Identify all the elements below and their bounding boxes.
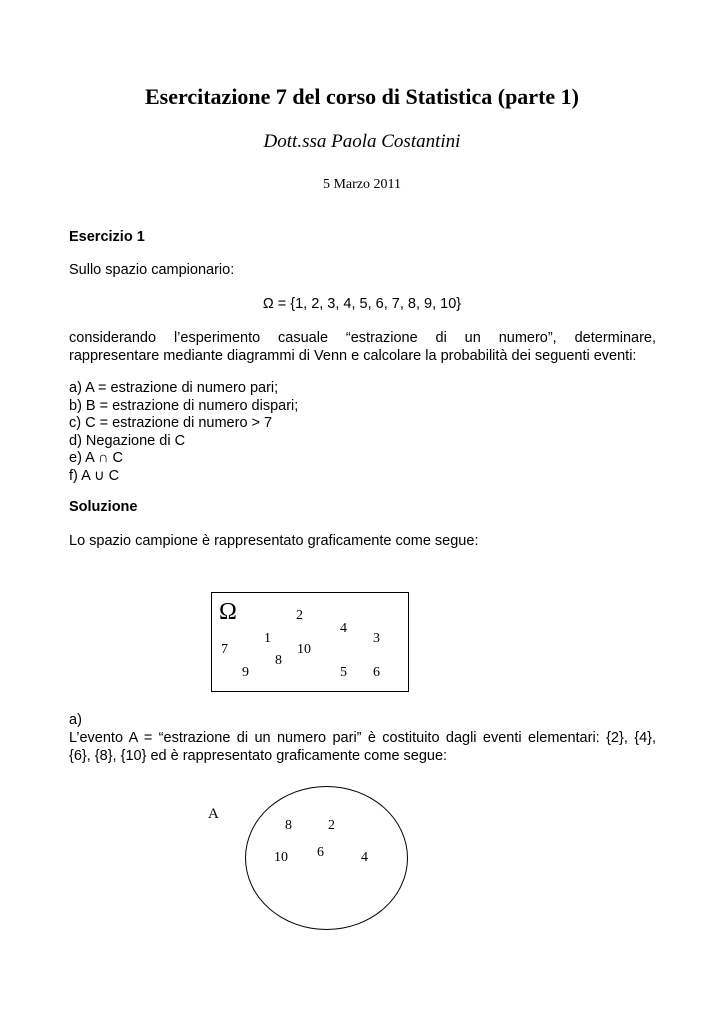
diagram-number: 3 xyxy=(373,631,380,646)
sample-space-definition: Ω = {1, 2, 3, 4, 5, 6, 7, 8, 9, 10} xyxy=(262,296,462,312)
diagram-number: 2 xyxy=(296,608,303,623)
venn-number: 4 xyxy=(361,850,368,865)
list-item: d) Negazione di C xyxy=(69,432,186,449)
solution-heading: Soluzione xyxy=(69,499,138,515)
list-item: a) A = estrazione di numero pari; xyxy=(69,380,279,396)
document-date: 5 Marzo 2011 xyxy=(322,177,402,192)
omega-symbol: Ω xyxy=(219,599,237,625)
author-name: Dott.ssa Paola Costantini xyxy=(263,131,461,152)
solution-intro: Lo spazio campione è rappresentato graficamente come segue: xyxy=(69,533,479,549)
sample-space-diagram xyxy=(211,592,409,692)
exercise-instruction xyxy=(69,330,656,365)
diagram-number: 5 xyxy=(340,665,347,680)
venn-number: 8 xyxy=(285,818,292,833)
document-title: Esercitazione 7 del corso di Statistica (parte 1) xyxy=(144,84,579,109)
event-list xyxy=(69,380,656,485)
diagram-number: 6 xyxy=(373,665,380,680)
exercise-intro: Sullo spazio campionario: xyxy=(69,262,235,278)
part-a-description xyxy=(69,730,656,765)
diagram-number: 8 xyxy=(275,653,282,668)
list-item: c) C = estrazione di numero > 7 xyxy=(69,415,273,431)
list-item: b) B = estrazione di numero dispari; xyxy=(69,397,299,414)
diagram-number: 7 xyxy=(221,642,228,657)
instruction-line: rappresentare mediante diagrammi di Venn e calcolare la probabilità dei seguenti eventi: xyxy=(69,347,637,364)
venn-a-label: A xyxy=(208,806,219,822)
diagram-number: 9 xyxy=(242,665,249,680)
diagram-number: 4 xyxy=(340,621,347,636)
description-line: {6}, {8}, {10} ed è rappresentato graficamente come segue: xyxy=(69,747,448,764)
venn-number: 10 xyxy=(274,850,288,865)
exercise-heading: Esercizio 1 xyxy=(69,229,145,245)
diagram-number: 10 xyxy=(297,642,311,657)
diagram-number: 1 xyxy=(264,631,271,646)
list-item: f) A ∪ C xyxy=(69,467,120,484)
list-item: e) A ∩ C xyxy=(69,450,123,466)
part-a-label: a) xyxy=(69,712,82,728)
venn-number: 6 xyxy=(317,845,324,860)
instruction-line: considerando l’esperimento casuale “estrazione di un numero”, determinare, xyxy=(69,330,656,346)
description-line: L’evento A = “estrazione di un numero pari” è costituito dagli eventi elementari: {2}, {4}, xyxy=(69,730,656,746)
venn-a-diagram xyxy=(245,786,408,930)
venn-number: 2 xyxy=(328,818,335,833)
